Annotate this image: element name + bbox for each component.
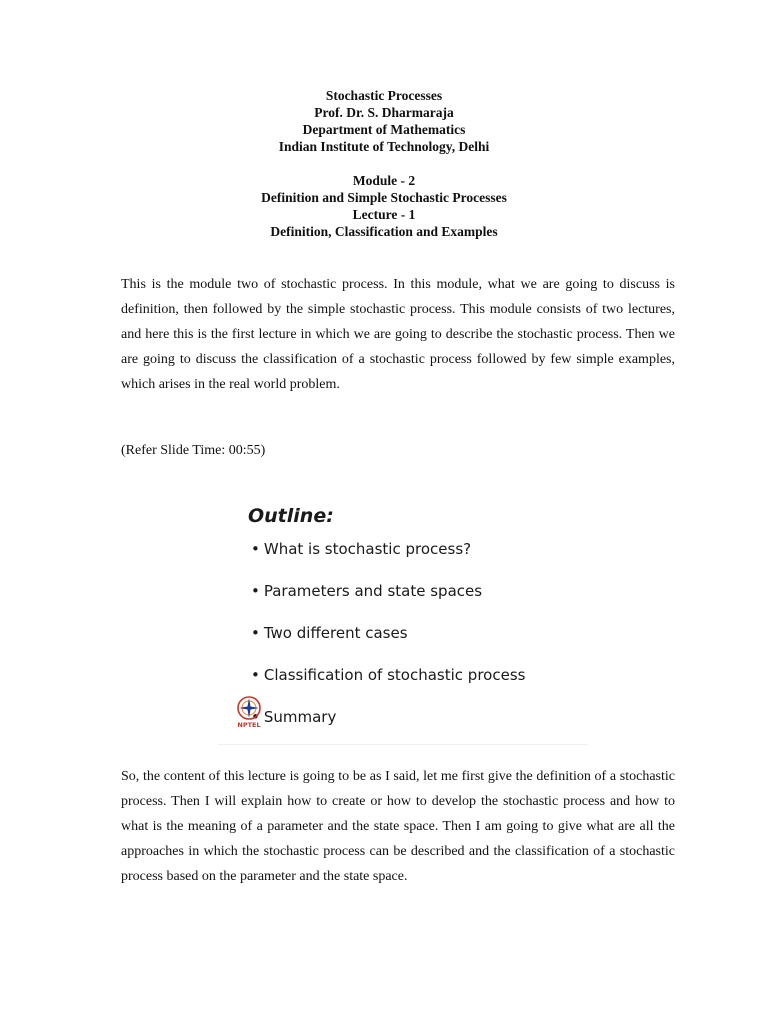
slide-bullet-text: Summary [263, 708, 337, 726]
intro-paragraph: This is the module two of stochastic process. In this module, what we are going to discuss is definition, then followed by the simple stochastic process. This module consists of two lectures, and here this is the first lecture in which we are going to describe the stochastic process. Then we are going to discuss the classification of a stochastic process followed by few simple examples, which arises in the real world problem. [121, 277, 675, 392]
document-header [0, 87, 768, 240]
outline-slide [218, 493, 588, 748]
bullet-icon: • [251, 582, 260, 600]
slide-bullet-item [251, 582, 482, 600]
content-paragraph: So, the content of this lecture is going to be as I said, let me first give the definition of a stochastic process. Then I will explain how to create or how to develop the stochastic process and how to what is the meaning of a parameter and the state space. Then I am going to give what are all the approaches in which the stochastic process can be described and the classification of a stochastic process based on the parameter and the state space. [121, 769, 675, 884]
header-spacer [0, 155, 768, 172]
slide-bullet-item [251, 624, 408, 642]
module-number: Module - 2 [352, 173, 416, 188]
nptel-logo-icon [234, 695, 264, 729]
slide-bullet-text: Two different cases [263, 624, 408, 642]
slide-bullet-text: What is stochastic process? [263, 540, 472, 558]
logo-text: NPTEL [237, 721, 261, 729]
bullet-icon: • [251, 624, 260, 642]
refer-slide-time: (Refer Slide Time: 00:55) [121, 443, 266, 458]
department-name: Department of Mathematics [302, 122, 466, 137]
lecture-number: Lecture - 1 [352, 207, 416, 222]
slide-bottom-edge [218, 744, 588, 745]
module-title: Definition and Simple Stochastic Processes [261, 190, 507, 205]
lecture-title: Definition, Classification and Examples [270, 224, 498, 239]
slide-title: Outline: [248, 505, 334, 527]
professor-name: Prof. Dr. S. Dharmaraja [314, 105, 454, 120]
course-title: Stochastic Processes [325, 88, 443, 103]
bullet-icon: • [251, 666, 260, 684]
institute-name: Indian Institute of Technology, Delhi [278, 139, 490, 154]
slide-bullet-item [251, 540, 471, 558]
bullet-icon: • [251, 708, 260, 726]
slide-bullet-item [251, 666, 525, 684]
slide-bullet-text: Classification of stochastic process [263, 666, 526, 684]
bullet-icon: • [251, 540, 260, 558]
slide-bullet-text: Parameters and state spaces [263, 582, 483, 600]
